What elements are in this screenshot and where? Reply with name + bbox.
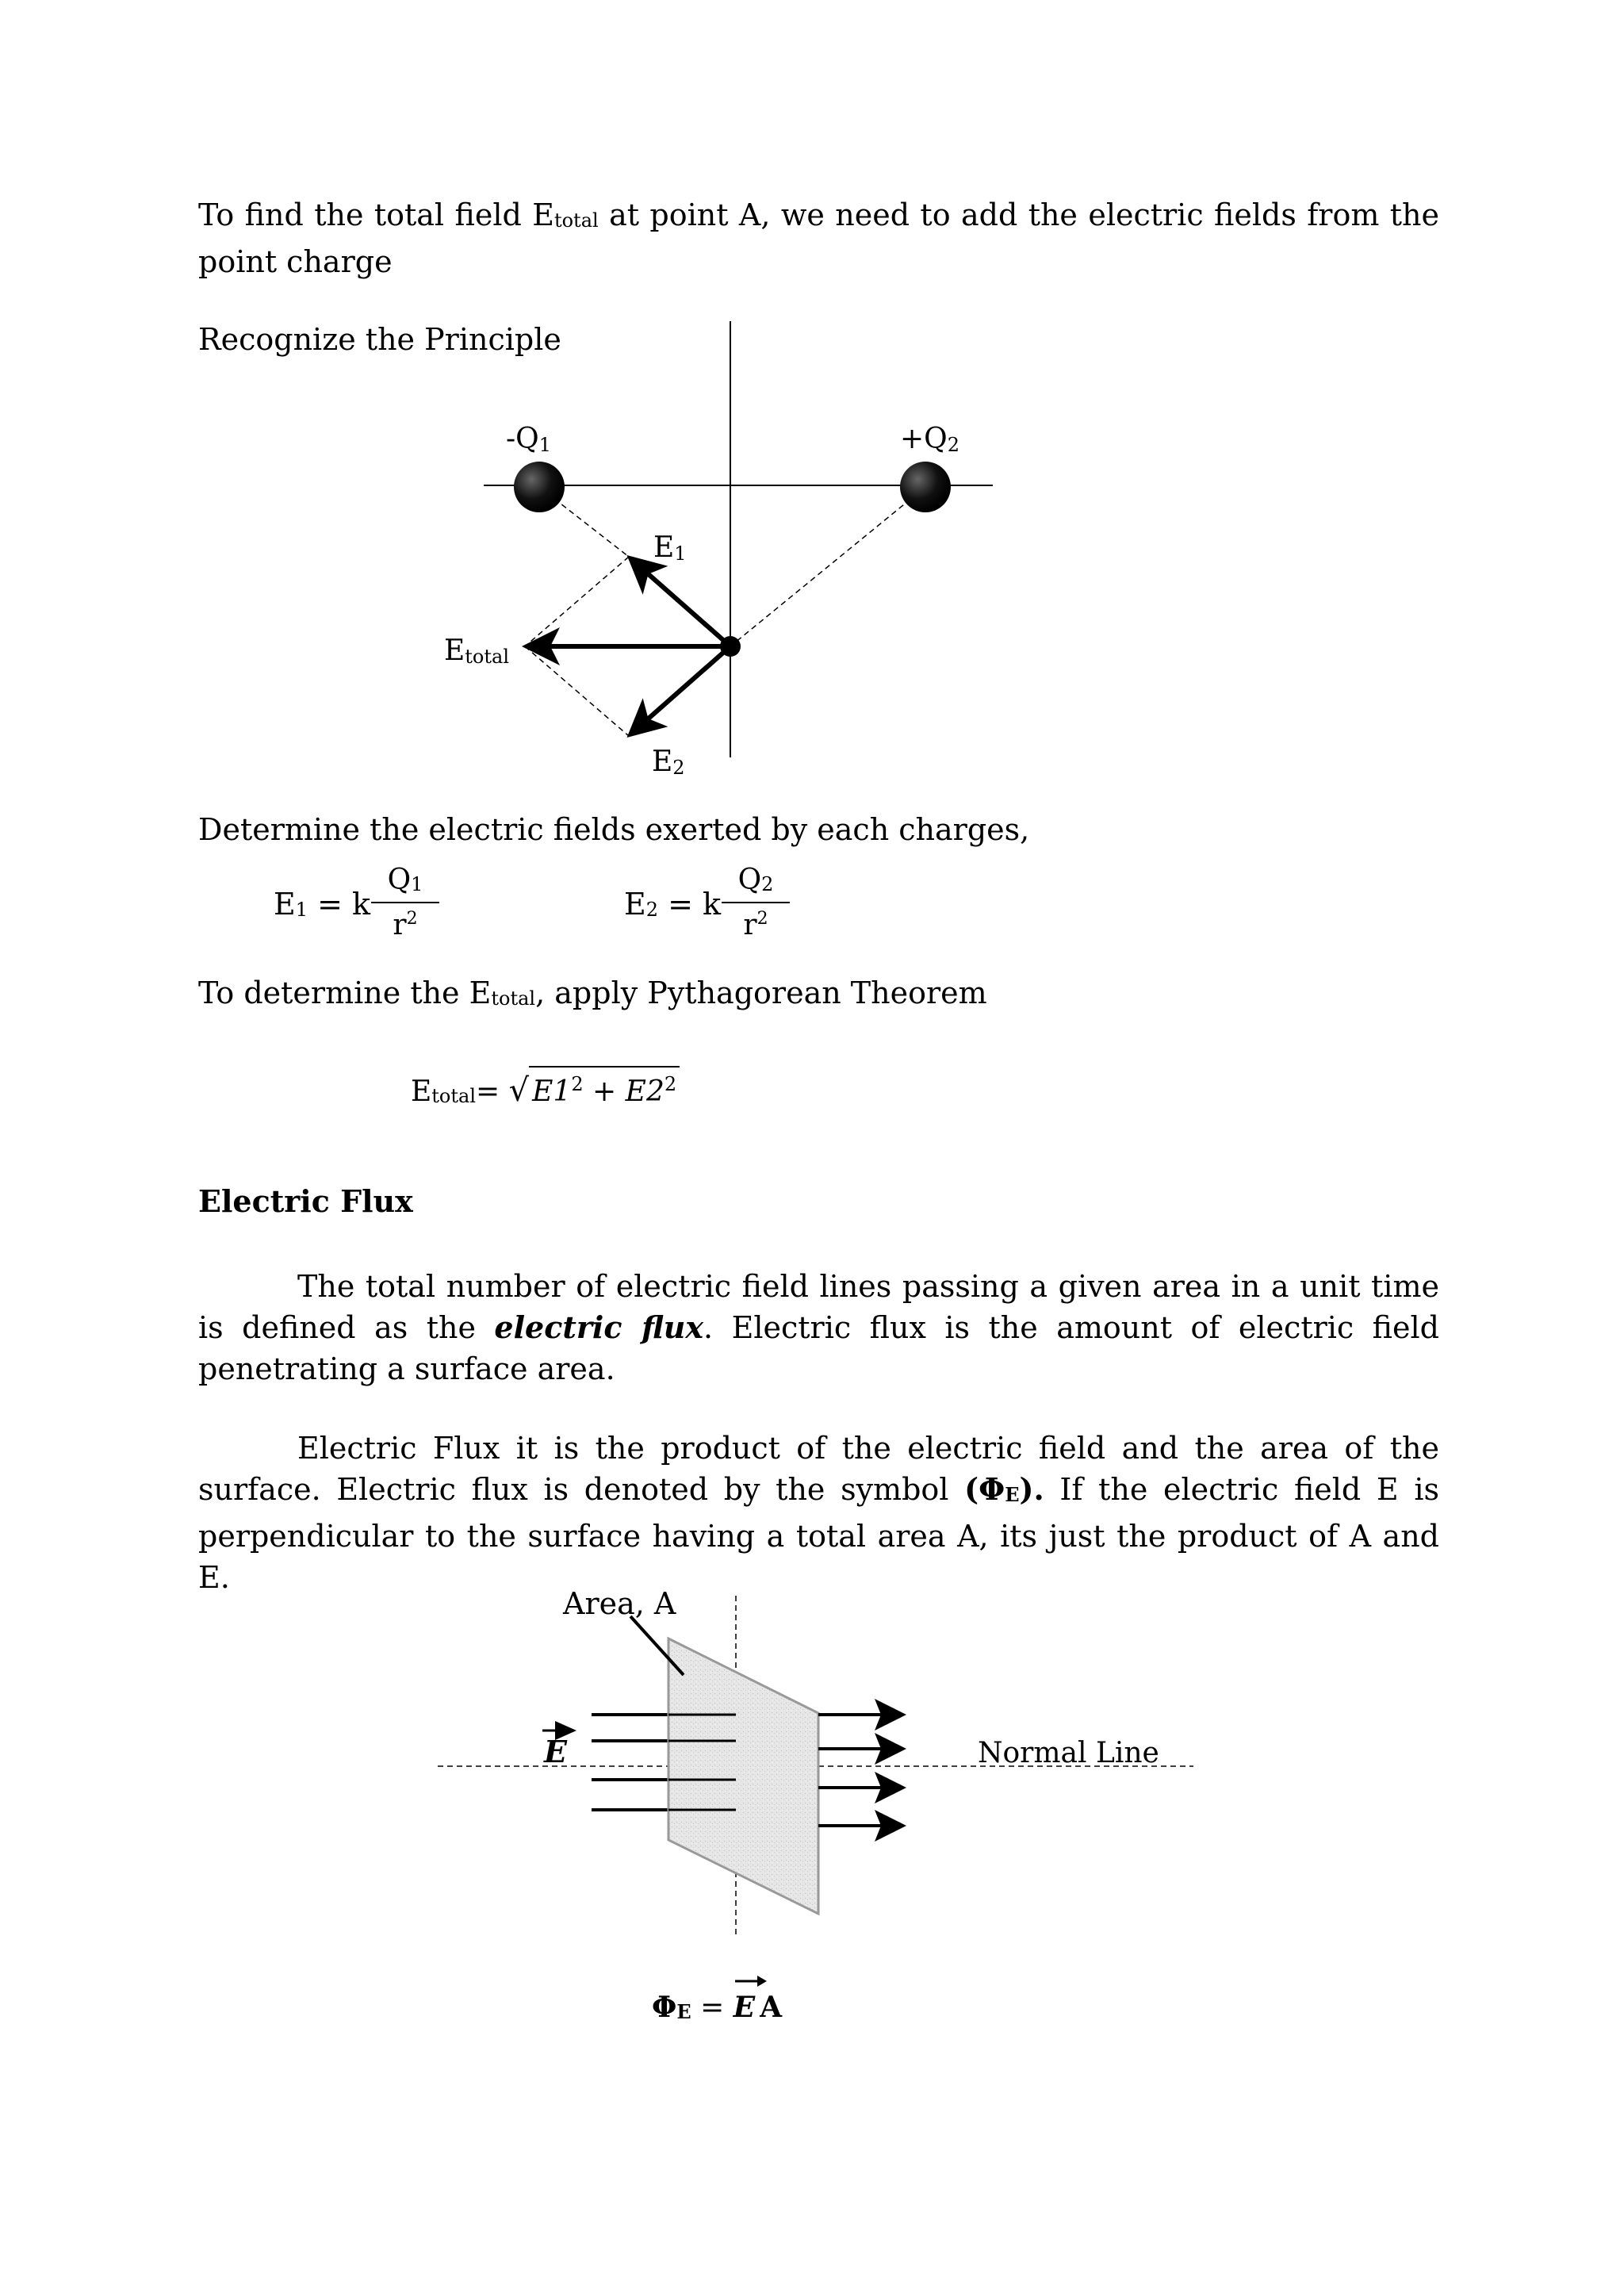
flux-paragraph-1: The total number of electric field lines passing a given area in a unit time is defined as the electric flux. Electric flux is the amount of electric field penetrating a surface area. <box>198 1269 1439 1386</box>
equation-etotal <box>411 1066 680 1109</box>
area-symbol: A <box>760 1991 783 2024</box>
surface-area <box>668 1639 818 1914</box>
vector-e2 <box>630 646 730 734</box>
intro-text-1: To find the total field E <box>198 197 554 232</box>
label-q2: +Q2 <box>900 423 959 456</box>
vector-arrow-icon <box>733 1973 768 1989</box>
emphasis-electric-flux: electric flux <box>494 1309 704 1345</box>
eq2-lhs-sub: 2 <box>645 899 659 921</box>
formula-eq: = <box>691 1991 733 2024</box>
eq1-mid: = k <box>308 887 371 922</box>
phi-symbol: Φ <box>652 1991 677 2024</box>
label-normal-line: Normal Line <box>978 1737 1159 1769</box>
label-e-vector: E <box>544 1734 567 1769</box>
point-a <box>720 636 741 657</box>
fraction-e1 <box>371 864 439 941</box>
frac2-den: $r^2$ <box>743 909 768 941</box>
etotal-eq: = <box>476 1075 500 1108</box>
flux-paragraph-2: Electric Flux it is the product of the electric field and the area of the surface. Electric flux is denoted by the symbol $(\Phi_E)$. If the electric field E is perpendicular to the surface having a total area A, its just the product of A and E. <box>198 1431 1439 1595</box>
vector-e-symbol: E <box>733 1991 755 2024</box>
etotal-lhs-sub: total <box>431 1085 477 1107</box>
outgoing-field-arrows <box>818 1715 900 1826</box>
phi-sub: E <box>676 2000 691 2023</box>
equation-e2 <box>624 887 721 922</box>
label-etotal: Etotal <box>444 634 510 668</box>
flux-symbol: $(\Phi_E)$. <box>964 1471 1044 1507</box>
eq1-lhs-sub: 1 <box>295 899 308 921</box>
fraction-e2 <box>722 864 790 941</box>
frac2-num: $Q_2$ <box>722 864 790 903</box>
eq1-lhs: E <box>274 887 296 922</box>
eq2-lhs: E <box>624 887 646 922</box>
label-e2: E2 <box>652 746 685 779</box>
flux-surface-diagram <box>0 1578 1624 1951</box>
frac1-den: $r^2$ <box>393 909 418 941</box>
etotal-lhs: E <box>411 1075 432 1108</box>
pythagorean-label: To determine the $E_{total}$, apply Pythagorean Theorem <box>198 976 987 1010</box>
intro-sub: total <box>553 209 599 232</box>
label-q1: -Q1 <box>506 423 551 456</box>
eq2-mid: = k <box>658 887 722 922</box>
construction-lines <box>525 487 925 736</box>
recognize-label: Recognize the Principle <box>198 322 561 357</box>
frac1-num: $Q_1$ <box>371 864 439 903</box>
sqrt-radicand: $E1^2 + E2^2$ <box>529 1066 680 1109</box>
vector-e1 <box>630 558 730 646</box>
field-vector-diagram <box>0 0 1624 793</box>
intro-text-2: at point A, we need to add the electric fields from the point charge <box>198 197 1440 279</box>
determine-label: Determine the electric fields exerted by each charges, <box>198 812 1030 847</box>
charge-q1 <box>514 462 565 512</box>
sqrt-sign: √ <box>508 1072 530 1109</box>
charge-q2 <box>900 462 951 512</box>
label-e1: E1 <box>653 531 687 565</box>
flux-formula <box>652 1991 782 2024</box>
label-area: Area, A <box>563 1586 676 1621</box>
equation-e1 <box>274 887 370 922</box>
section-heading-electric-flux: Electric Flux <box>198 1183 413 1219</box>
